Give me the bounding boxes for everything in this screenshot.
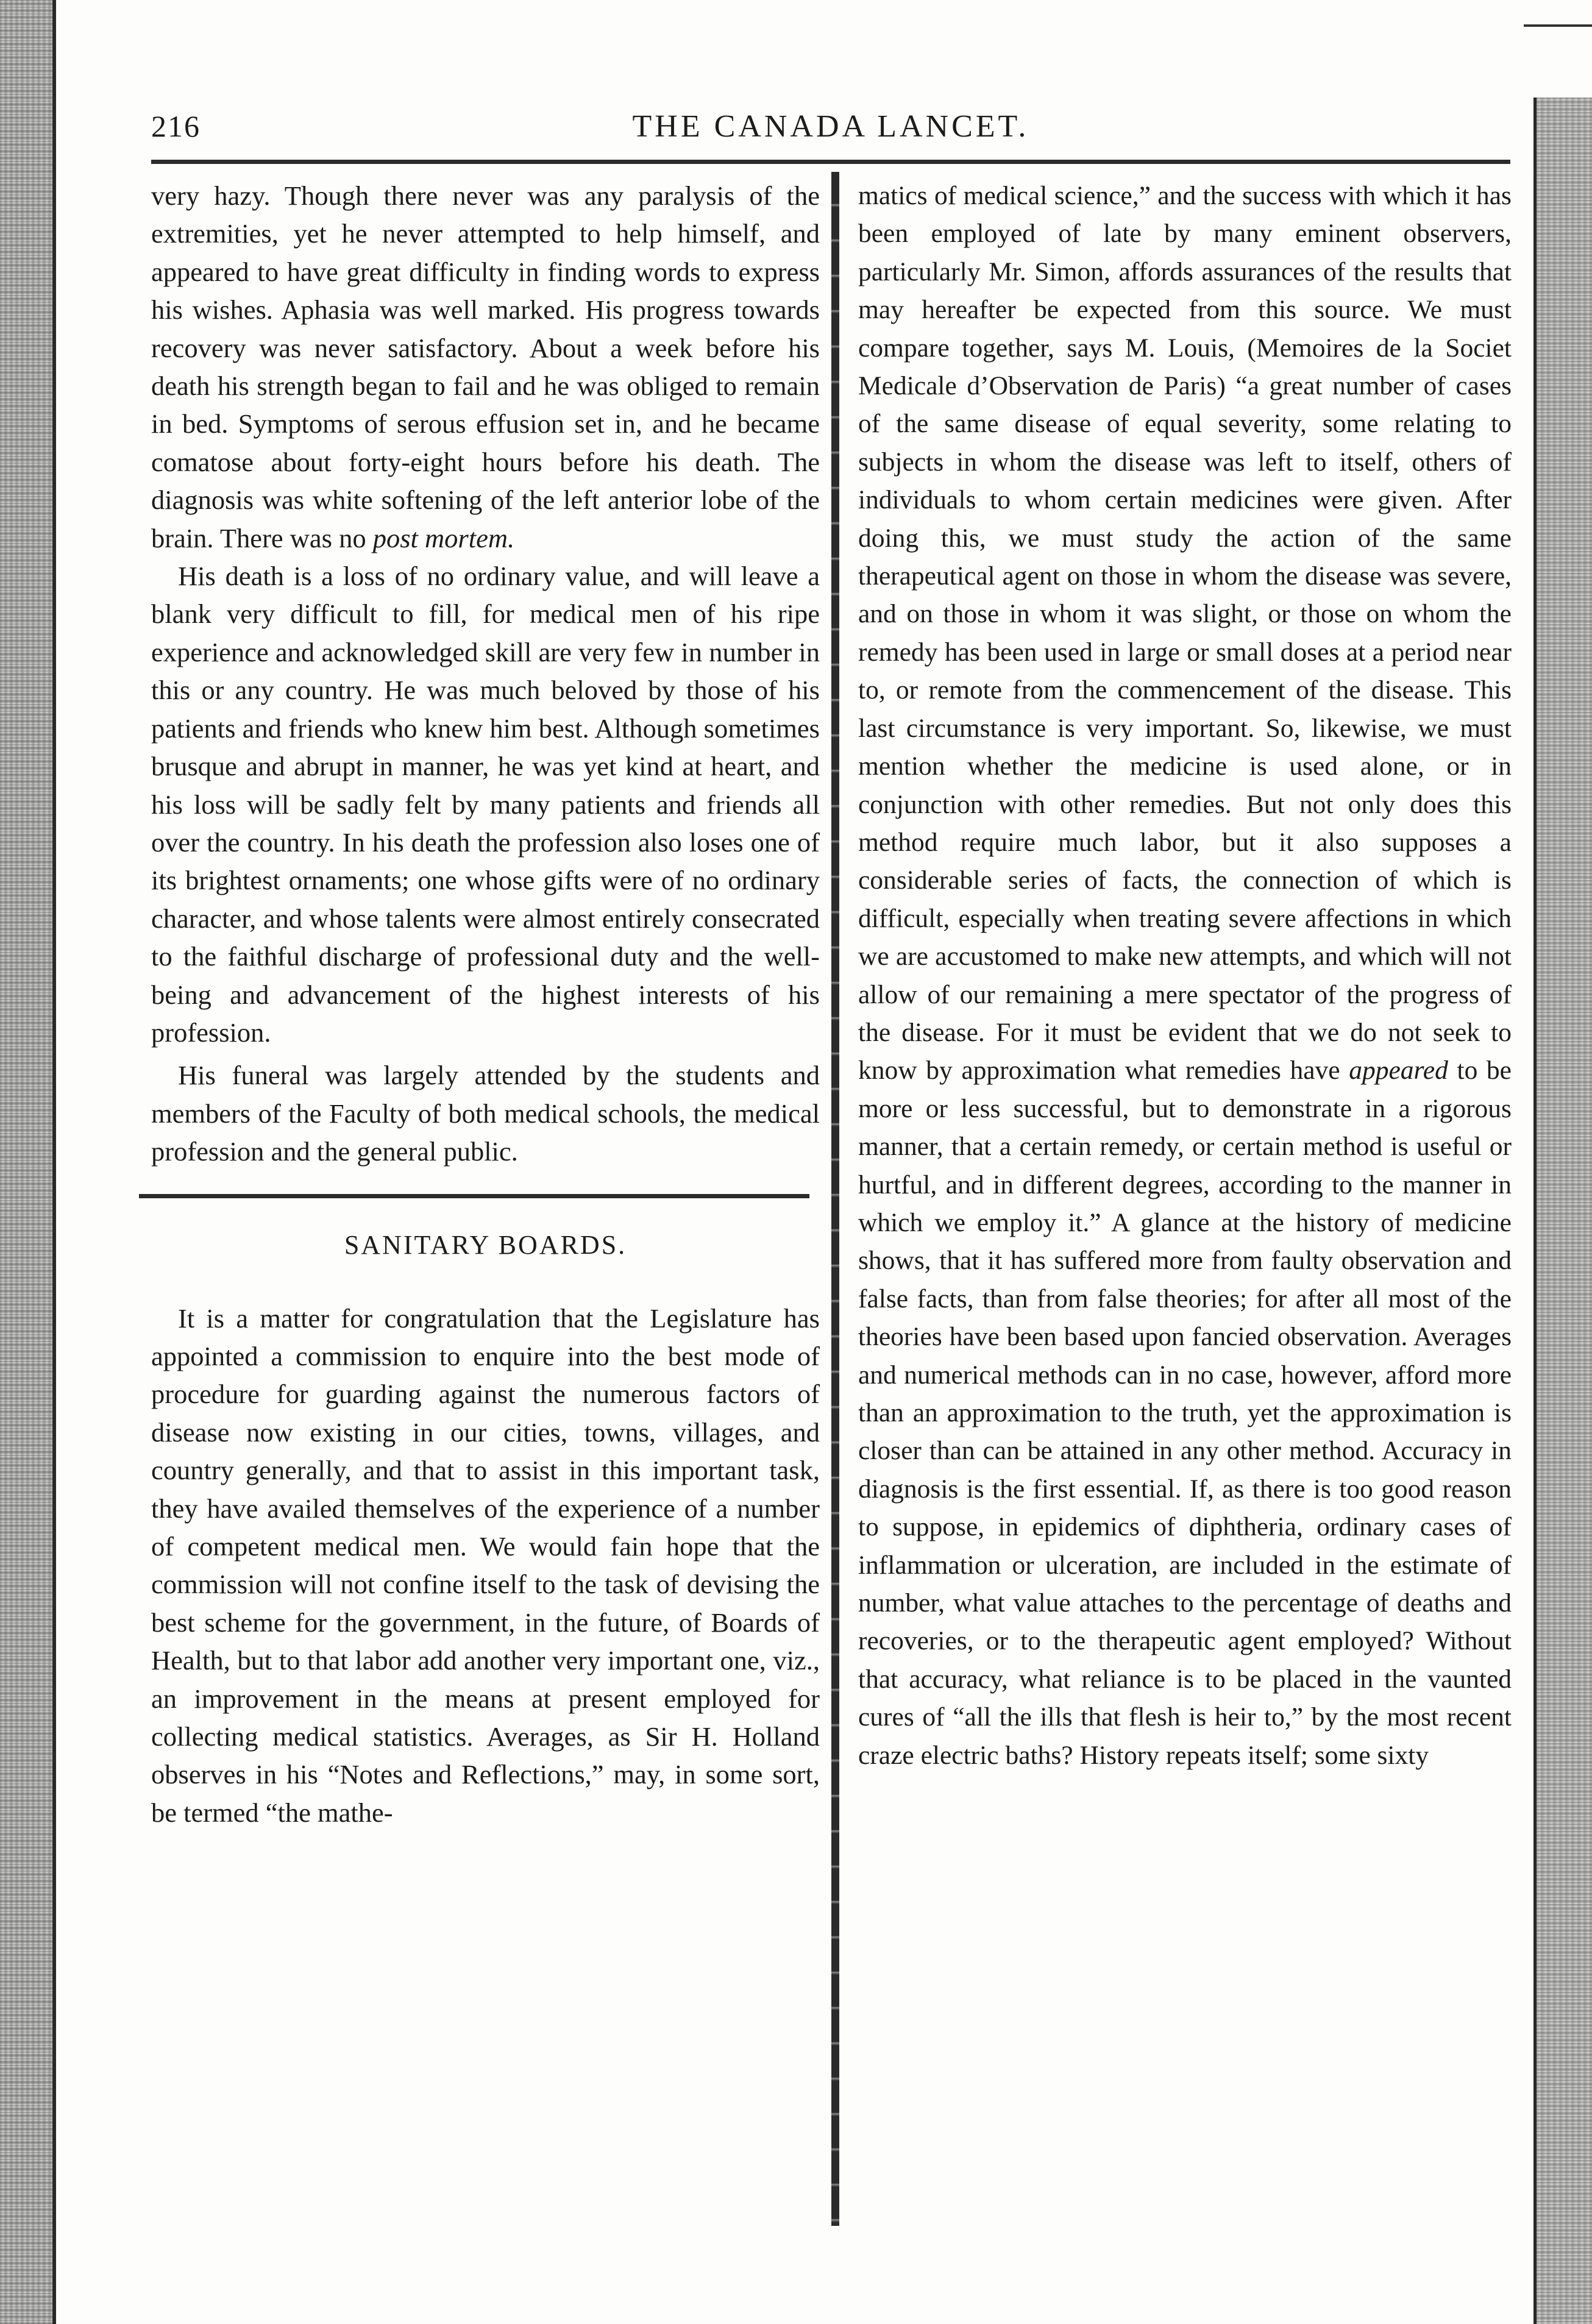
- column-divider: [831, 172, 839, 2226]
- paragraph-sanitary-boards: It is a matter for congratulation that the Legislature has appointed a commission to enquire into the best mode of procedure for guarding against the numerous factors of disease now existing in our cities, towns, villages, and country generally, and that to assist in this important task, they have availed themselves of the experience of a number of competent medical men. We would fain hope that the commission will not confine itself to the task of devising the best scheme for the government, in the future, of Boards of Health, but to that labor add another very important one, viz., an improvement in the means at present employed for collecting medical statistics. Averages, as Sir H. Holland observes in his “Notes and Reflections,” may, in some sort, be termed “the mathe-: [151, 1302, 820, 1828]
- running-head: [151, 108, 1510, 157]
- right-column: [858, 177, 1512, 1774]
- right-binding-edge: [1536, 98, 1592, 2324]
- right-corner-mark: [1524, 24, 1592, 51]
- page-number: 216: [151, 109, 201, 143]
- case-report-text: very hazy. Though there never was any paralysis of the extremities, yet he never attempted to help himself, and appeared to have great difficulty in finding words to express his wishes. Aphasia was well marked. His progress towards recovery was never satisfactory. About a week before his death his strength began to fail and he was obliged to remain in bed. Symptoms of serous effusion set in, and he became comatose about forty-eight hours before his death. The diagnosis was white softening of the left anterior lobe of the brain. There was no: [151, 180, 820, 553]
- left-margin-rule: [52, 0, 56, 2324]
- paragraph-obituary: His death is a loss of no ordinary value, and will leave a blank very difficult to fill, for medical men of his ripe experience and acknowledged skill are very few in number in this or any country. He was much beloved by those of his patients and friends who knew him best. Although sometimes brusque and abrupt in manner, he was yet kind at heart, and his loss will be sadly felt by many patients and friends all over the country. In his death the profession also loses one of its brightest ornaments; one whose gifts were of no ordinary character, and whose talents were almost entirely consecrated to the faithful discharge of professional duty and the well-being and advancement of the highest interests of his profession.: [151, 561, 820, 1048]
- left-column: [151, 177, 820, 1832]
- paragraph-statistics: [858, 177, 1512, 1774]
- section-heading: SANITARY BOARDS.: [344, 1229, 627, 1260]
- journal-title: THE CANADA LANCET.: [632, 109, 1029, 144]
- paragraph-funeral: His funeral was largely attended by the students and members of the Faculty of both medical schools, the medical profession and the general public.: [151, 1060, 820, 1167]
- paragraph-case-report: [151, 177, 820, 557]
- header-rule: [151, 160, 1510, 164]
- post-mortem-italic: post mortem.: [372, 522, 515, 553]
- statistics-text-part-2: to be more or less successful, but to demonstrate in a rigorous manner, that a certain remedy, or certain method is useful or hurtful, and in different degrees, according to the manner in which we employ it.” A glance at the history of medicine shows, that it has suffered more from faulty observation and false facts, than from false theories; for after all most of the theories have been based upon fancied observation. Averages and numerical methods can in no case, however, afford more than an approximation to the truth, yet the approximation is closer than can be attained in any other method. Accuracy in diagnosis is the first essential. If, as there is too good reason to suppose, in epidemics of diphtheria, ordinary cases of inflammation or ulceration, are included in the estimate of number, what value attaches to the percentage of deaths and recoveries, or to the therapeutic agent employed? Without that accuracy, what reliance is to be placed in the vaunted cures of “all the ills that flesh is heir to,” by the most recent craze electric baths? History repeats itself; some sixty: [858, 1056, 1512, 1770]
- statistics-text-part-1: matics of medical science,” and the success with which it has been employed of late by many eminent observers, particularly Mr. Simon, affords assurances of the results that may hereafter be expected from this source. We must compare together, says M. Louis, (Memoires de la Societ Medicale d’Observation de Paris) “a great number of cases of the same disease of equal severity, some relating to subjects in whom the disease was left to itself, others of individuals to whom certain medicines were given. After doing this, we must study the action of the same therapeutical agent on those in whom the disease was severe, and on those in whom it was slight, or those on whom the remedy has been used in large or small doses at a period near to, or remote from the commencement of the disease. This last circumstance is very important. So, likewise, we must mention whether the medicine is used alone, or in conjunction with other remedies. But not only does this method require much labor, but it also supposes a considerable series of facts, the connection of which is difficult, especially when treating severe affections in which we are accustomed to make new attempts, and which will not allow of our remaining a mere spectator of the progress of the disease. For it must be evident that we do not seek to know by approximation what remedies have: [858, 181, 1512, 1086]
- appeared-italic: appeared: [1349, 1056, 1448, 1086]
- section-divider: [139, 1194, 809, 1198]
- paragraph-gap: [151, 1051, 820, 1056]
- left-binding-edge: [0, 0, 54, 2324]
